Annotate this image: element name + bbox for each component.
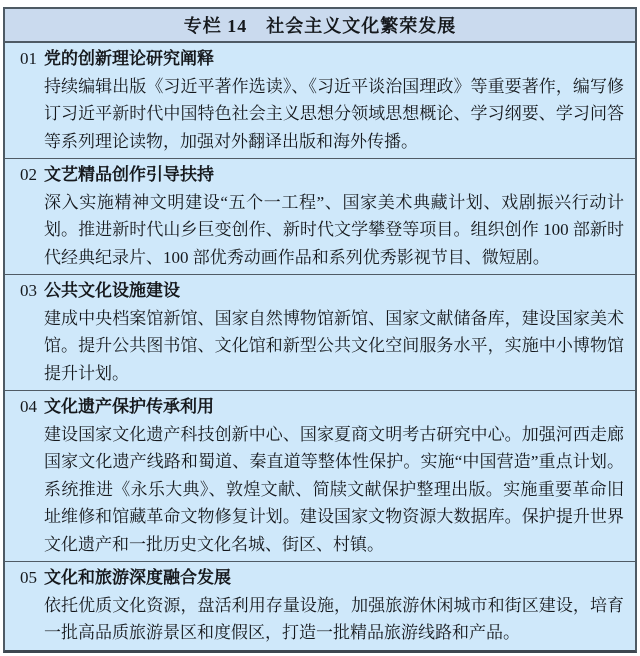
section-number: 03 bbox=[20, 281, 37, 300]
section-03 bbox=[5, 275, 635, 391]
section-body: 依托优质文化资源，盘活利用存量设施，加强旅游休闲城市和街区建设，培育一批高品质旅游景区和度假区，打造一批精品旅游线路和产品。 bbox=[44, 595, 624, 642]
section-01 bbox=[5, 43, 635, 159]
section-number: 05 bbox=[20, 568, 37, 587]
section-body: 建成中央档案馆新馆、国家自然博物馆新馆、国家文献储备库，建设国家美术馆。提升公共图书馆、文化馆和新型公共文化空间服务水平，实施中小博物馆提升计划。 bbox=[44, 308, 624, 383]
section-number: 02 bbox=[20, 165, 37, 184]
feature-box-panel bbox=[3, 7, 637, 653]
section-body: 建设国家文化遗产科技创新中心、国家夏商文明考古研究中心。加强河西走廊国家文化遗产线路和蜀道、秦直道等整体性保护。实施“中国营造”重点计划。系统推进《永乐大典》、敦煌文献、简牍文献保护整理出版。实施重要革命旧址维修和馆藏革命文物修复计划。建设国家文物资源大数据库。保护提升世界文化遗产和一批历史文化名城、街区、村镇。 bbox=[44, 424, 624, 554]
section-title: 公共文化设施建设 bbox=[44, 281, 180, 300]
section-body: 持续编辑出版《习近平著作选读》、《习近平谈治国理政》等重要著作，编写修订习近平新时代中国特色社会主义思想分领域思想概论、学习纲要、学习问答等系列理论读物，加强对外翻译出版和海外传播。 bbox=[44, 76, 624, 151]
section-heading bbox=[20, 564, 624, 592]
section-heading bbox=[20, 393, 624, 421]
section-title: 文化遗产保护传承利用 bbox=[44, 397, 214, 416]
section-number: 04 bbox=[20, 397, 37, 416]
section-02 bbox=[5, 159, 635, 275]
panel-title: 专栏 14 社会主义文化繁荣发展 bbox=[5, 9, 635, 43]
section-body: 深入实施精神文明建设“五个一工程”、国家美术典藏计划、戏剧振兴行动计划。推进新时代山乡巨变创作、新时代文学攀登等项目。组织创作 100 部新时代经典纪录片、100 部优秀动画作品和系列优秀影视节目、微短剧。 bbox=[44, 192, 624, 267]
section-heading bbox=[20, 277, 624, 305]
section-heading bbox=[20, 161, 624, 189]
section-05 bbox=[5, 562, 635, 650]
section-04 bbox=[5, 391, 635, 562]
section-heading bbox=[20, 45, 624, 73]
section-title: 党的创新理论研究阐释 bbox=[44, 49, 214, 68]
section-number: 01 bbox=[20, 49, 37, 68]
section-title: 文化和旅游深度融合发展 bbox=[44, 568, 231, 587]
section-title: 文艺精品创作引导扶持 bbox=[44, 165, 214, 184]
